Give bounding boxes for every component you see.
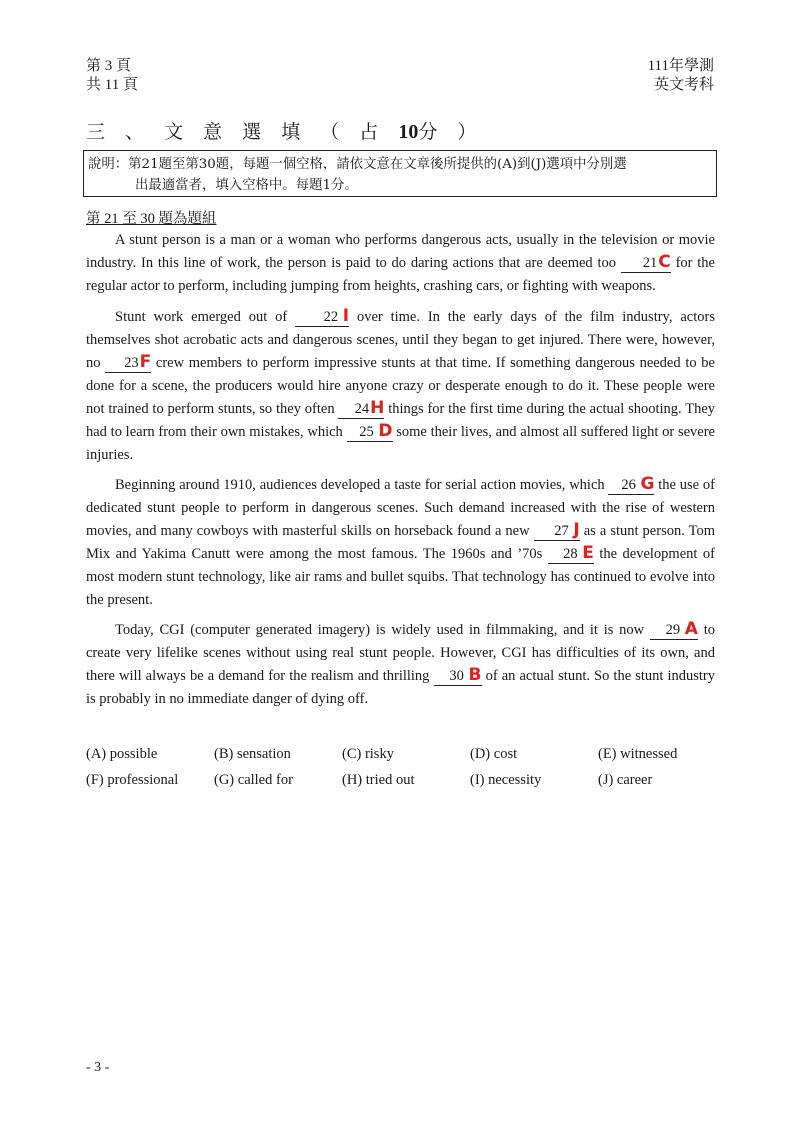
passage-text: things for the first time during the actual shooting. They had to learn from their own mistakes, which (86, 401, 715, 440)
blank-24 (338, 400, 384, 419)
passage-text: for the regular actor to perform, including jumping from heights, crashing cars, or fighting with weapons. (86, 255, 715, 294)
answer-mark: I (342, 306, 350, 326)
passage-text: to create very lifelike scenes without using real stunt people. However, CGI has difficulties of its own, and there will always be a demand for the realism and thrilling (86, 622, 716, 684)
exam-name: 111年學測 (647, 58, 714, 74)
blank-number: 26 (621, 477, 636, 493)
answer-mark: G (640, 474, 655, 494)
passage-paragraph-2 (86, 306, 715, 467)
passage-text: as a stunt person. Tom Mix and Yakima Canutt were among the most famous. The 1960s and ’70s (86, 523, 716, 562)
option-b: (B) sensation (214, 746, 291, 762)
instructions-line-1: 說明：第21題至第30題，每題一個空格，請依文意在文章後所提供的(A)到(J)選項中分別選 (88, 157, 627, 172)
option-a: (A) possible (86, 746, 158, 762)
option-i: (I) necessity (470, 772, 542, 788)
option-d: (D) cost (470, 746, 518, 762)
answer-mark: E (582, 543, 594, 563)
answer-mark: B (468, 665, 482, 685)
blank-28 (548, 545, 594, 564)
option-e: (E) witnessed (598, 746, 678, 762)
subject-name: 英文考科 (653, 77, 714, 93)
blank-number: 28 (563, 546, 578, 562)
options-row-1 (86, 746, 726, 772)
blank-26 (608, 476, 654, 495)
answer-mark: F (139, 352, 152, 372)
option-h: (H) tried out (342, 772, 415, 788)
passage-text: the use of dedicated stunt people to perform in dangerous scenes. Such demand increased with the rise of western movies, and many cowboys with masterful skills on horseback found a new (86, 477, 715, 539)
option-j: (J) career (598, 772, 653, 788)
page-footer-number: - 3 - (86, 1060, 110, 1075)
blank-30 (434, 667, 482, 686)
passage-paragraph-4 (86, 619, 715, 711)
section-points: 10 (398, 121, 419, 143)
option-c: (C) risky (342, 746, 394, 762)
answer-mark: H (370, 398, 385, 418)
option-f: (F) professional (86, 772, 179, 788)
blank-29 (650, 621, 698, 640)
passage-text: crew members to perform impressive stunts at that time. If something dangerous needed to be done for a scene, the producers would hire anyone crazy or desperate enough to do it. These people were not trained to perform stunts, so they often (86, 355, 715, 417)
passage-paragraph-3 (86, 474, 715, 612)
question-group-label: 第 21 至 30 題為題組 (86, 211, 217, 227)
instructions-box (83, 150, 717, 197)
answer-mark: J (573, 520, 580, 540)
passage-text: Stunt work emerged out of (115, 309, 296, 325)
instructions-line-2: 出最適當者，填入空格中。每題1分。 (135, 178, 358, 193)
passage-paragraph-1 (86, 229, 715, 298)
passage-text: of an actual stunt. So the stunt industry is probably in no immediate danger of dying off. (86, 668, 716, 707)
section-title (86, 117, 483, 144)
options-row-2 (86, 772, 726, 798)
options-list (86, 746, 726, 798)
page-header-left (86, 57, 138, 95)
passage-text: A stunt person is a man or a woman who performs dangerous acts, usually in the television or movie industry. In this line of work, the person is paid to do daring actions that are deemed too (86, 232, 715, 271)
blank-number: 22 (323, 309, 339, 325)
answer-mark: C (658, 252, 671, 272)
passage-text: over time. In the early days of the film industry, actors themselves shot acrobatic acts and dangerous scenes, until they began to get injured. There were, however, no (86, 309, 715, 371)
passage-text: some their lives, and almost all suffered light or severe injuries. (86, 424, 715, 463)
total-pages-line: 共 11 頁 (86, 77, 138, 93)
blank-number: 21 (642, 255, 658, 271)
page-number-line: 第 3 頁 (86, 58, 132, 74)
answer-mark: D (378, 421, 393, 441)
blank-25 (347, 423, 393, 442)
blank-number: 27 (554, 523, 569, 539)
passage-text: Beginning around 1910, audiences developed a taste for serial action movies, which (115, 477, 609, 493)
page-header-right (648, 57, 714, 95)
blank-number: 24 (354, 401, 370, 417)
passage-text: the development of most modern stunt technology, like air rams and bullet squibs. That technology has continued to evolve into the present. (86, 546, 716, 608)
blank-22 (295, 308, 349, 327)
option-g: (G) called for (214, 772, 293, 788)
blank-23 (105, 354, 151, 373)
blank-number: 23 (124, 355, 139, 371)
passage-text: Today, CGI (computer generated imagery) is widely used in filmmaking, and it is now (115, 622, 650, 638)
blank-21 (621, 254, 671, 273)
blank-number: 29 (665, 622, 681, 638)
blank-number: 25 (359, 424, 374, 440)
blank-27 (534, 522, 580, 541)
blank-number: 30 (449, 668, 464, 684)
section-title-prefix: 三 、 文 意 選 填 （ 占 (86, 121, 399, 143)
section-title-suffix: 分 ） (418, 121, 484, 143)
answer-mark: A (684, 619, 698, 639)
